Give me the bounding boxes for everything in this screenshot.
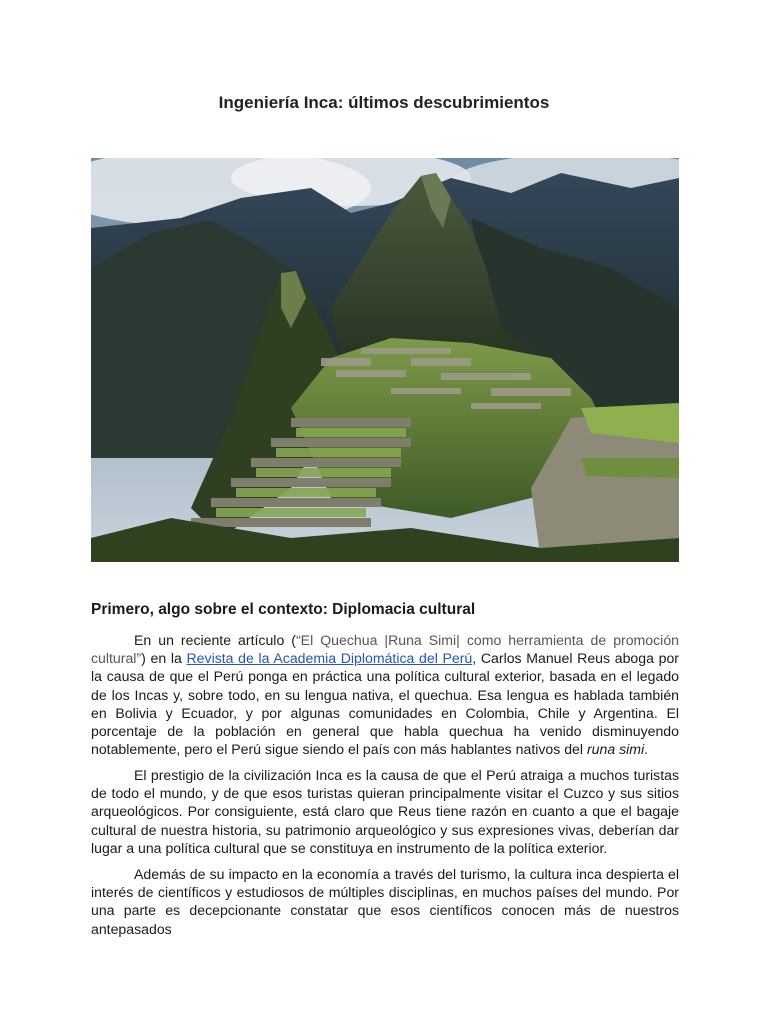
paragraph-1 <box>91 631 679 758</box>
academia-diplomatica-link[interactable]: Revista de la Academia Diplomática del Perú <box>186 650 473 667</box>
paragraph-2-text: El prestigio de la civilización Inca es la causa de que el Perú atraiga a muchos turistas de todo el mundo, y de que esos turistas quieran principalmente visitar el Cuzco y sus sitios arqueológicos. Por consiguiente, está claro que Reus tiene razón en cuanto a que el bagaje cultural de nuestra historia, su patrimonio arqueológico y sus expresiones vivas, deberían dar lugar a una política cultural que se constituya en instrumento de la política exterior. <box>91 767 679 856</box>
article-title-quote: “El Quechua |Runa Simi| como herramienta de promoción cultural” <box>91 632 679 667</box>
runa-simi-italic: runa simi <box>586 741 645 758</box>
paragraph-2 <box>91 766 679 857</box>
paragraph-1-text-a: En un reciente artículo ( <box>134 632 296 648</box>
machu-picchu-illustration <box>91 158 679 562</box>
paragraph-3-text: Además de su impacto en la economía a través del turismo, la cultura inca despierta el interés de científicos y estudiosos de múltiples disciplinas, en muchos países del mundo. Por una parte es decepcionante constatar que esos científicos conocen más de nuestros antepasados <box>91 866 679 937</box>
paragraph-1-text-c: , Carlos Manuel Reus aboga por la causa de que el Perú ponga en práctica una política cultural exterior, basada en el legado de los Incas y, sobre todo, en su lengua nativa, el quechua. Esa lengua es hablada también en Bolivia y Ecuador, y por algunas comunidades en Colombia, Chile y Argentina. El porcentaje de la población en general que habla quechua ha venido disminuyendo notablemente, pero el Perú sigue siendo el país con más hablantes nativos del <box>91 650 679 758</box>
paragraph-3 <box>91 865 679 938</box>
machu-picchu-photo <box>91 158 679 562</box>
paragraph-1-text-d: . <box>644 741 649 758</box>
section-heading: Primero, algo sobre el contexto: Diplomacia cultural <box>91 601 476 618</box>
document-title: Ingeniería Inca: últimos descubrimientos <box>218 93 550 112</box>
paragraph-1-text-b: ) en la <box>141 650 187 667</box>
